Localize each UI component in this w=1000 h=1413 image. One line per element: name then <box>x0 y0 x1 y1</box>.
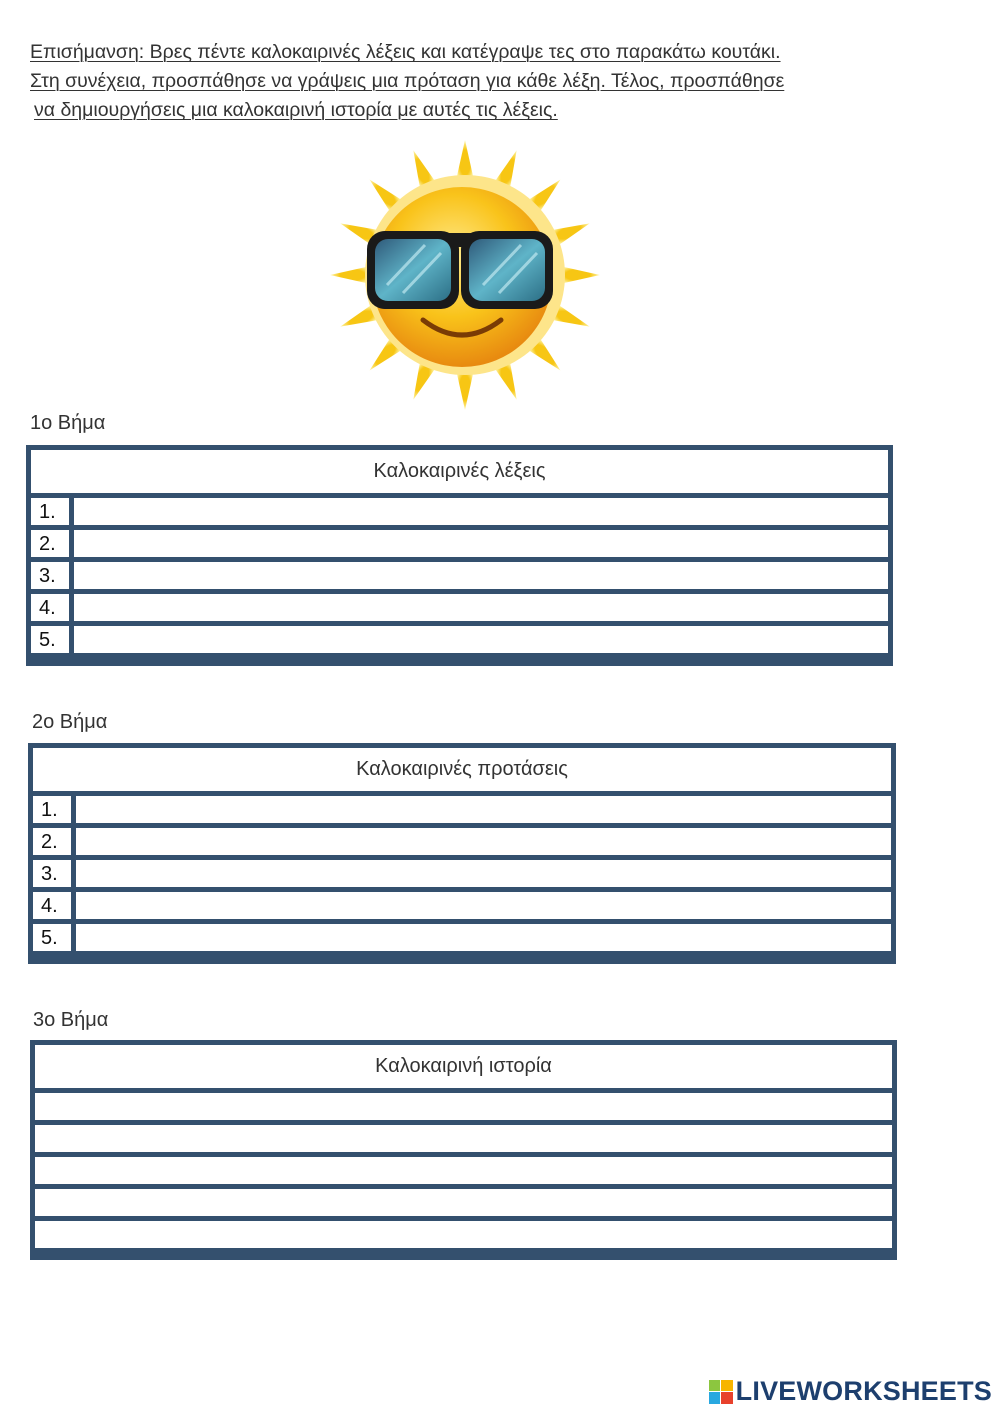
story-line-3[interactable] <box>35 1157 892 1184</box>
row-number: 5. <box>31 626 69 653</box>
instructions-line-3: να δημιουργήσεις μια καλοκαιρινή ιστορία με αυτές τις λέξεις. <box>34 99 558 121</box>
liveworksheets-logo <box>709 1376 992 1407</box>
step-3-label: 3ο Βήμα <box>33 1009 109 1031</box>
liveworksheets-mark-icon <box>709 1380 733 1404</box>
row-number: 3. <box>31 562 69 589</box>
word-input-5[interactable] <box>74 626 888 653</box>
table-row <box>33 828 891 855</box>
sentence-input-1[interactable] <box>76 796 891 823</box>
word-input-3[interactable] <box>74 562 888 589</box>
instructions-line-1: Επισήμανση: Βρες πέντε καλοκαιρινές λέξεις και κατέγραψε τες στο παρακάτω κουτάκι. <box>30 41 781 63</box>
row-number: 5. <box>33 924 71 951</box>
word-input-1[interactable] <box>74 498 888 525</box>
table-row <box>31 498 888 525</box>
table-row <box>33 892 891 919</box>
row-number: 4. <box>31 594 69 621</box>
instructions <box>30 38 910 125</box>
table-row <box>33 860 891 887</box>
summer-story-header: Καλοκαιρινή ιστορία <box>35 1045 892 1088</box>
table-row <box>31 626 888 653</box>
row-number: 1. <box>31 498 69 525</box>
sun-with-sunglasses-icon <box>325 135 605 415</box>
story-line-1[interactable] <box>35 1093 892 1120</box>
word-input-2[interactable] <box>74 530 888 557</box>
summer-sentences-table <box>28 743 896 964</box>
story-line-5[interactable] <box>35 1221 892 1248</box>
sentence-input-2[interactable] <box>76 828 891 855</box>
sentence-input-4[interactable] <box>76 892 891 919</box>
table-row <box>33 796 891 823</box>
story-line-4[interactable] <box>35 1189 892 1216</box>
sentence-input-5[interactable] <box>76 924 891 951</box>
summer-words-header: Καλοκαιρινές λέξεις <box>31 450 888 493</box>
row-number: 2. <box>31 530 69 557</box>
table-row <box>31 530 888 557</box>
sentence-input-3[interactable] <box>76 860 891 887</box>
row-number: 3. <box>33 860 71 887</box>
step-2-label: 2ο Βήμα <box>32 711 108 733</box>
table-row <box>31 594 888 621</box>
instructions-line-2: Στη συνέχεια, προσπάθησε να γράψεις μια πρόταση για κάθε λέξη. Τέλος, προσπάθησε <box>30 70 785 92</box>
row-number: 4. <box>33 892 71 919</box>
table-row <box>33 924 891 951</box>
liveworksheets-wordmark: LIVEWORKSHEETS <box>735 1376 992 1406</box>
row-number: 2. <box>33 828 71 855</box>
summer-sentences-header: Καλοκαιρινές προτάσεις <box>33 748 891 791</box>
summer-words-table <box>26 445 893 666</box>
summer-story-table <box>30 1040 897 1260</box>
row-number: 1. <box>33 796 71 823</box>
step-1-label: 1ο Βήμα <box>30 412 106 434</box>
word-input-4[interactable] <box>74 594 888 621</box>
table-row <box>31 562 888 589</box>
story-line-2[interactable] <box>35 1125 892 1152</box>
